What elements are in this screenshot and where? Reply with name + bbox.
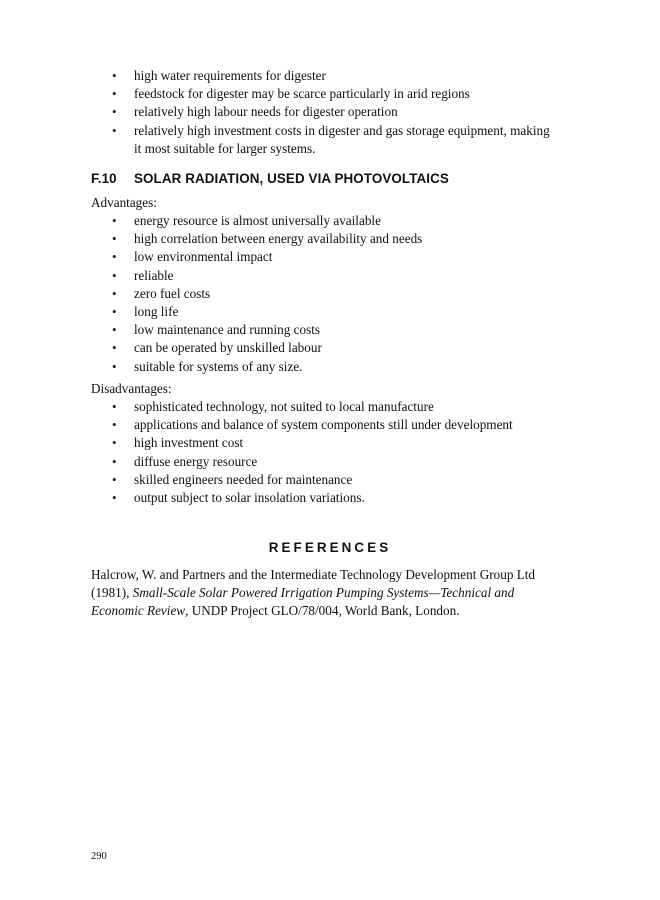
bullet-icon: • [112,435,117,451]
advantages-label: Advantages: [91,195,157,210]
bullet-icon: • [112,490,117,506]
bullet-icon: • [112,340,117,356]
bullet-icon: • [112,104,117,120]
bullet-icon: • [112,86,117,102]
bullet-icon: • [112,358,117,374]
list-item: • high investment cost [134,434,564,452]
list-item: • low maintenance and running costs [134,321,554,339]
bullet-icon: • [112,399,117,414]
list-item: • relatively high investment costs in digester and gas storage equipment, making it most suitable for larger systems. [112,122,550,156]
digester-disadvantages-list [112,67,554,158]
section-heading [91,171,449,186]
reference-authors: Halcrow, W. and Partners and the Intermediate Technology Development Group Ltd (1981), [91,567,536,600]
disadvantages-label: Disadvantages: [91,381,172,396]
bullet-icon: • [112,122,117,138]
reference-title: Small-Scale Solar Powered Irrigation Pumping Systems—Technical and Economic Review [91,585,515,618]
advantages-list [112,212,554,376]
list-item: • long life [134,303,554,321]
list-item: • suitable for systems of any size. [134,358,554,376]
list-item: • zero fuel costs [134,285,554,303]
bullet-icon: • [112,231,117,247]
bullet-icon: • [112,249,117,265]
page-number: 290 [91,851,107,862]
bullet-icon: • [112,322,117,338]
bullet-icon: • [112,417,117,433]
bullet-icon: • [112,304,117,320]
section-title: SOLAR RADIATION, USED VIA PHOTOVOLTAICS [134,171,449,186]
references-heading: REFERENCES [268,540,392,555]
list-item: • feedstock for digester may be scarce particularly in arid regions [134,85,554,103]
list-item: • low environmental impact [134,248,554,266]
bullet-icon: • [112,267,117,283]
list-item: • sophisticated technology, not suited to local manufacture [134,398,564,416]
list-item: • output subject to solar insolation variations. [134,489,564,507]
list-item: • reliable [134,267,554,285]
bullet-icon: • [112,285,117,301]
bullet-icon: • [112,68,117,83]
bullet-icon: • [112,453,117,469]
list-item: • skilled engineers needed for maintenance [134,471,564,489]
bullet-icon: • [112,213,117,228]
disadvantages-list [112,398,564,507]
list-item: • can be operated by unskilled labour [134,339,554,357]
list-item: • high water requirements for digester [134,67,554,85]
list-item: • applications and balance of system components still under development [134,416,564,434]
list-item: • diffuse energy resource [134,453,564,471]
bullet-icon: • [112,471,117,487]
reference-publisher: , UNDP Project GLO/78/004, World Bank, London. [185,603,460,618]
list-item: • high correlation between energy availability and needs [134,230,554,248]
list-item: • relatively high labour needs for digester operation [134,103,554,121]
list-item: • energy resource is almost universally available [134,212,554,230]
reference-entry [91,566,566,620]
section-number: F.10 [91,171,117,186]
